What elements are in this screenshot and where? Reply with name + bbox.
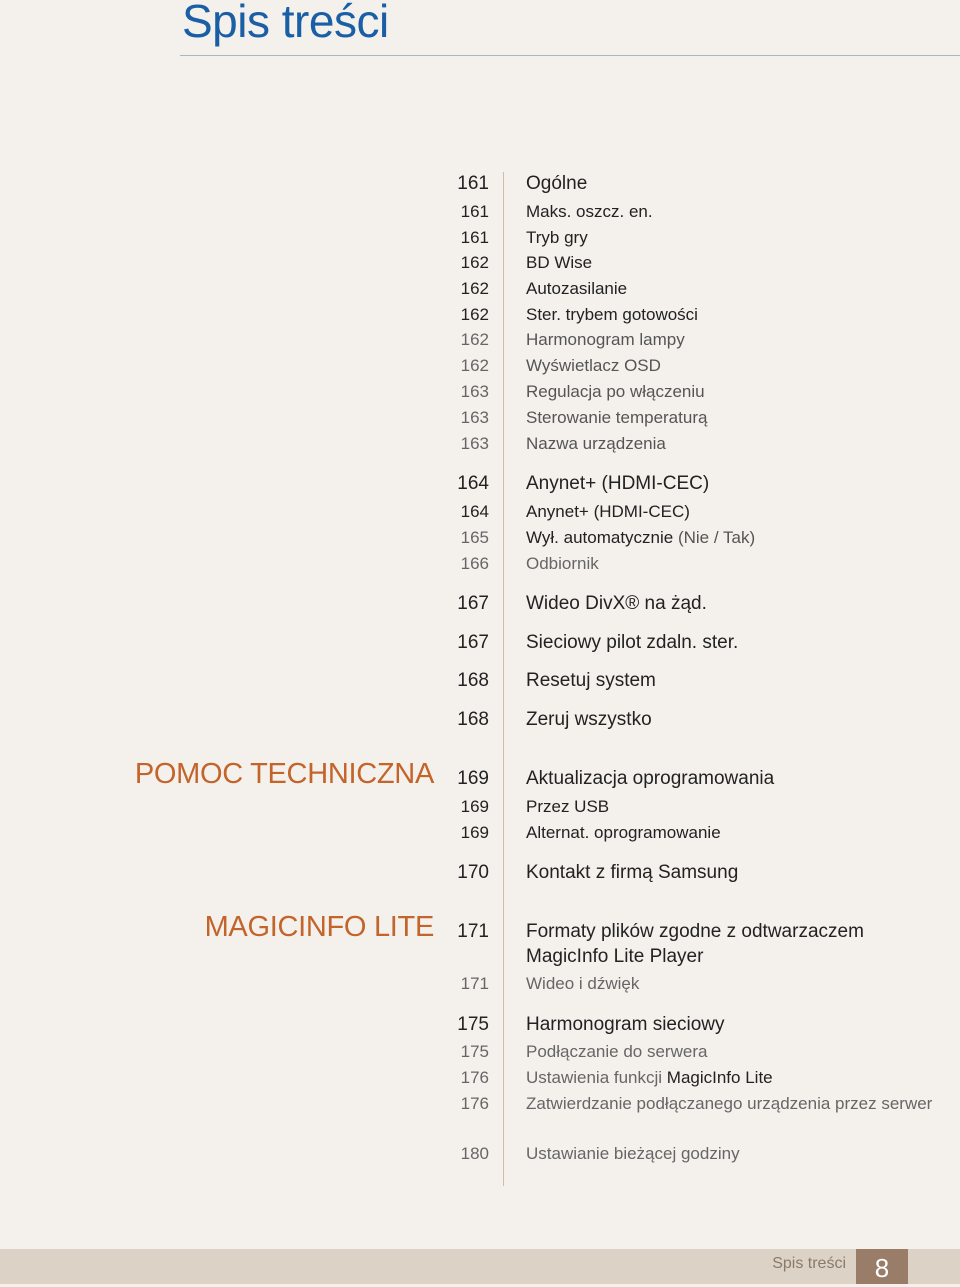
toc-entry-text: Anynet+ (HDMI-CEC) [526, 473, 710, 494]
toc-page-number: 162 [460, 279, 489, 298]
toc-entry-text: Formaty plików zgodne z odtwarzaczem MagicInfo Lite Player [526, 921, 864, 967]
toc-entry-text: Harmonogram lampy [526, 330, 685, 349]
page-title: Spis treści [182, 0, 389, 47]
toc-page-number: 161 [460, 202, 489, 221]
toc-entry-text: Ster. trybem gotowości [526, 305, 698, 324]
toc-entry-text: Przez USB [526, 797, 610, 816]
toc-page-number: 169 [457, 768, 489, 789]
toc-page-number: 165 [460, 528, 489, 547]
toc-page-number: 167 [457, 593, 489, 614]
toc-divider [503, 172, 504, 1186]
section-title-magicinfo-lite: MAGICINFO LITE [204, 911, 434, 943]
toc-page-number: 163 [460, 408, 489, 427]
toc-entry-text: Zatwierdzanie podłączanego urządzenia przez serwer [526, 1094, 933, 1113]
toc-entry-text: Wideo DivX® na żąd. [526, 593, 707, 614]
toc-entry-product: MagicInfo Lite [666, 1068, 773, 1087]
toc-entry-text: Odbiornik [526, 554, 599, 573]
toc-entry-text [526, 1066, 946, 1090]
section-title-pomoc-techniczna: POMOC TECHNICZNA [134, 758, 434, 790]
toc-page-number: 164 [457, 473, 489, 494]
footer-page-number: 8 [856, 1249, 908, 1284]
toc-entry-text: Wideo i dźwięk [526, 974, 640, 993]
toc-entry-text: Ogólne [526, 173, 588, 194]
toc-page-number: 162 [460, 356, 489, 375]
toc-entry-main: Ustawienia funkcji [526, 1068, 667, 1087]
toc-page-number: 176 [460, 1068, 489, 1087]
toc-entry-text: Alternat. oprogramowanie [526, 823, 721, 842]
toc-page-number: 163 [460, 434, 489, 453]
footer-label: Spis treści [772, 1255, 846, 1272]
toc-page-number: 171 [457, 921, 489, 942]
title-rule [180, 55, 960, 56]
toc-page-number: 162 [460, 330, 489, 349]
toc-page-number: 162 [460, 305, 489, 324]
toc-entry-text: Regulacja po włączeniu [526, 382, 705, 401]
toc-entry-text: Anynet+ (HDMI-CEC) [526, 502, 690, 521]
toc-entry-text: Tryb gry [526, 228, 588, 247]
toc-page-number: 175 [457, 1014, 489, 1035]
toc-entry-text: Sieciowy pilot zdaln. ster. [526, 632, 739, 653]
toc-entry-text: Kontakt z firmą Samsung [526, 862, 739, 883]
toc-page-number: 162 [460, 253, 489, 272]
toc-entry-text: Sterowanie temperaturą [526, 408, 708, 427]
toc-page-number: 163 [460, 382, 489, 401]
toc-page-number: 168 [457, 709, 489, 730]
toc-page-number: 180 [460, 1144, 489, 1163]
toc-entry-text: Maks. oszcz. en. [526, 202, 653, 221]
toc-entry-text: Harmonogram sieciowy [526, 1014, 725, 1035]
toc-page-number: 175 [460, 1042, 489, 1061]
toc-page-number: 161 [457, 173, 489, 194]
toc-entry-text: Resetuj system [526, 670, 656, 691]
toc-entry-options: (Nie / Tak) [673, 528, 756, 547]
toc-page-number: 166 [460, 554, 489, 573]
toc-entry-text [526, 526, 946, 550]
toc-page-number: 161 [460, 228, 489, 247]
toc-page-number: 164 [460, 502, 489, 521]
toc-page-number: 171 [460, 974, 489, 993]
toc-page-number: 170 [457, 862, 489, 883]
toc-entry-text: Podłączanie do serwera [526, 1042, 708, 1061]
toc-entry-text: Wyświetlacz OSD [526, 356, 661, 375]
toc-entry-text: BD Wise [526, 253, 593, 272]
toc-page-number: 169 [460, 797, 489, 816]
toc-entry-text: Aktualizacja oprogramowania [526, 768, 775, 789]
toc-entry-text: Zeruj wszystko [526, 709, 652, 730]
toc-entry-text: Autozasilanie [526, 279, 628, 298]
toc-page-number: 167 [457, 632, 489, 653]
toc-entry-main: Wył. automatycznie [526, 528, 674, 547]
toc-page-number: 168 [457, 670, 489, 691]
toc-page-number: 169 [460, 823, 489, 842]
toc-entry-text: Ustawianie bieżącej godziny [526, 1144, 740, 1163]
toc-entry-text: Nazwa urządzenia [526, 434, 666, 453]
toc-page-number: 176 [460, 1094, 489, 1113]
